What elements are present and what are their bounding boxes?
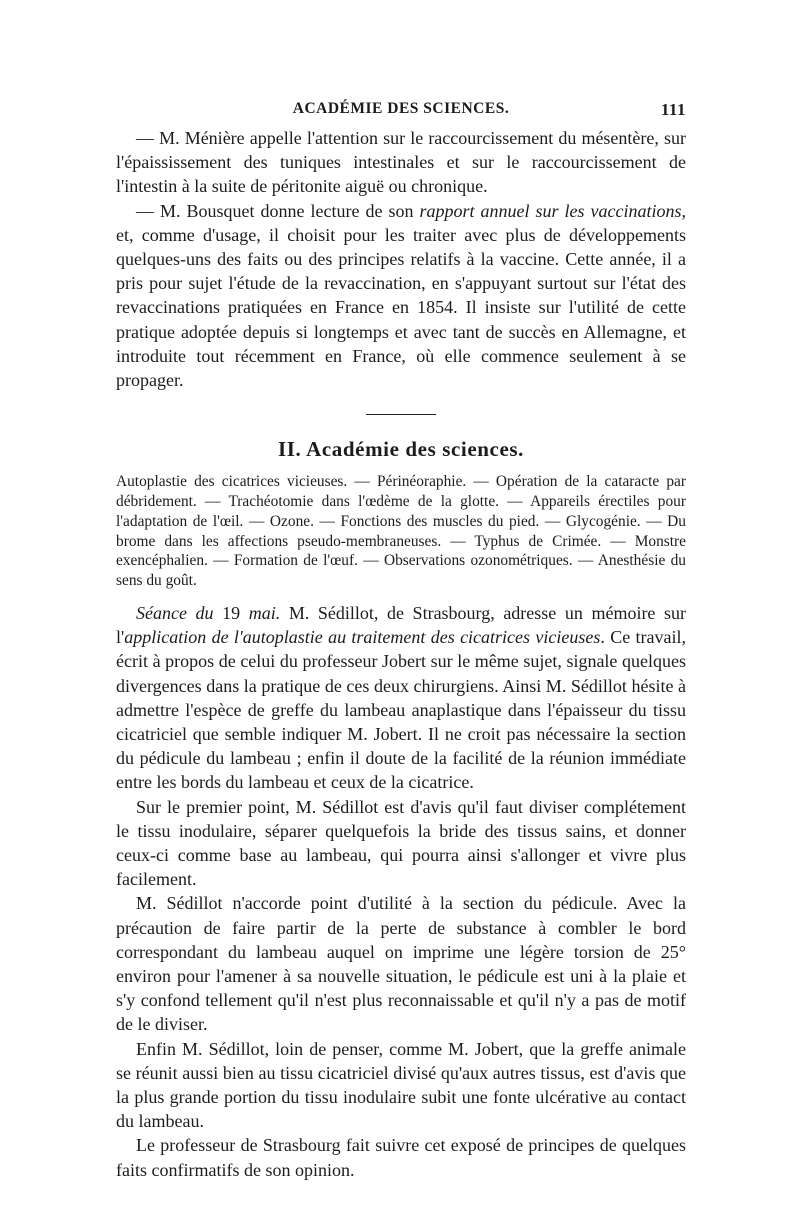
summary-text: Autoplastie des cicatrices vicieuses. — Périnéoraphie. — Opération de la cataracte par débridement. — Trachéotomie dans l'œdème de la glotte. — Appareils érectiles pour l'adaptation de l'œil. — Ozone. — Fonctions des muscles du pied. — Glycogénie. — Du brome dans les affections pseudo-membraneuses. — Typhus de Crimée. — Monstre exencéphalien. — Formation de l'œuf. — Observations ozonométriques. — Anesthésie du sens du goût. <box>116 473 686 590</box>
section-divider <box>366 414 436 415</box>
section-summary <box>116 472 686 591</box>
paragraph-conclusion: Le professeur de Strasbourg fait suivre cet exposé de principes de quelques faits confirmatifs de son opinion. <box>116 1135 686 1180</box>
paragraph-premier-point: Sur le premier point, M. Sédillot est d'avis qu'il faut diviser complétement le tissu inodulaire, séparer quelquefois la bride des tissus sains, et donner ceux-ci comme base au lambeau, qui pourra ainsi s'allonger et vivre plus facilement. <box>116 796 686 890</box>
running-title: ACADÉMIE DES SCIENCES. <box>292 100 510 117</box>
paragraph-bousquet <box>116 199 686 393</box>
memoir-title: application de l'autoplastie au traitement des cicatrices vicieuses <box>124 627 601 648</box>
book-page <box>116 100 686 1182</box>
bousquet-report-title: rapport annuel sur les vaccinations <box>419 200 682 221</box>
page-number: 111 <box>660 100 686 119</box>
paragraph-meniere: — M. Ménière appelle l'attention sur le raccourcissement du mésentère, sur l'épaississement des tuniques intestinales et sur le raccourcissement de l'intestin à la suite de péritonite aiguë ou chronique. <box>116 128 686 197</box>
paragraph-pedicule: M. Sédillot n'accorde point d'utilité à la section du pédicule. Avec la précaution de faire partir de la perte de substance à combler le bord correspondant du lambeau auquel on imprime une légère torsion de 25° environ pour l'amener à sa nouvelle situation, le pédicule est uni à la plaie et s'y confond tellement qu'il n'est plus reconnaissable et qu'il n'y a pas de motif de le diviser. <box>116 893 686 1035</box>
paragraph-greffe: Enfin M. Sédillot, loin de penser, comme M. Jobert, que la greffe animale se réunit aussi bien au tissu cicatriciel divisé qu'aux autres tissus, est d'avis que la plus grande portion du tissu inodulaire subit une fonte ulcérative au contact du lambeau. <box>116 1038 686 1132</box>
bousquet-body: , et, comme d'usage, il choisit pour les traiter avec plus de développements quelques-uns des faits ou des principes relatifs à la vaccine. Cette année, il a pris pour sujet l'étude de la revaccination, en s'appuyant surtout sur l'état des revaccinations pratiquées en France en 1854. Il insiste sur l'utilité de cette pratique adoptée depuis si longtemps et avec tant de succès en Allemagne, et introduite tout récemment en France, où elle commence seulement à se propager. <box>116 200 687 391</box>
running-header <box>116 100 686 126</box>
seance-date-label: Séance du <box>136 603 223 624</box>
seance-date-month: mai. <box>240 603 281 624</box>
paragraph-seance <box>116 601 686 795</box>
seance-date-number: 19 <box>222 603 241 624</box>
bousquet-lead: — M. Bousquet donne lecture de son <box>136 200 420 221</box>
seance-lead: M. Sédillot, de Strasbourg, adresse un mémoire sur l' <box>116 603 687 648</box>
seance-body: . Ce travail, écrit à propos de celui du professeur Jobert sur le même sujet, signale quelques divergences dans la pratique de ces deux chirurgiens. Ainsi M. Sédillot hésite à admettre l'espèce de greffe du lambeau anaplastique dans l'épaisseur du tissu cicatriciel que semble indiquer M. Jobert. Il ne croit pas nécessaire la section du pédicule du lambeau ; enfin il doute de la facilité de la réunion immédiate entre les bords du lambeau et ceux de la cicatrice. <box>116 627 687 793</box>
section-heading: II. Académie des sciences. <box>278 437 524 462</box>
